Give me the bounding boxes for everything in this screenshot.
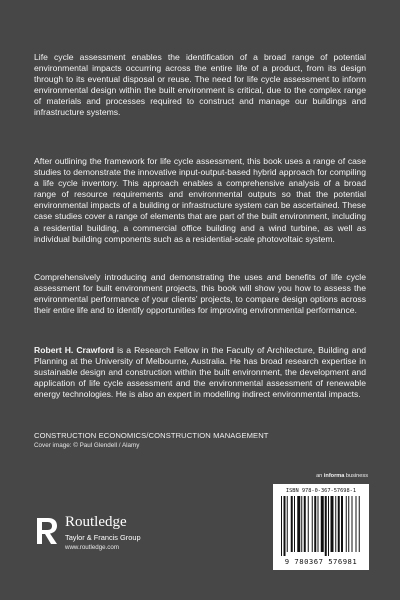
informa-suffix: business (344, 473, 368, 479)
series-category: CONSTRUCTION ECONOMICS/CONSTRUCTION MANAGEMENT (34, 431, 269, 440)
informa-business-tag (316, 473, 368, 479)
author-name: Robert H. Crawford (34, 345, 115, 355)
informa-brand: informa (323, 473, 345, 479)
barcode-bar (352, 496, 353, 552)
barcode-digits: 9 780367 576981 (284, 557, 358, 566)
barcode-bar (341, 496, 343, 552)
barcode-bar (291, 496, 293, 552)
isbn-label: ISBN 978-0-367-57698-1 (285, 488, 357, 494)
blurb-paragraph-3: Comprehensively introducing and demonstrating the uses and benefits of life cycle assessment for built environment projects, this book will show you how to assess the environmental performance of your clients' projects, to compare design options across their entire life and to identify opportunities for improving environmental performance. (34, 272, 366, 316)
barcode-bar (287, 496, 288, 552)
informa-prefix: an (316, 473, 324, 479)
publisher-group: Taylor & Francis Group (65, 533, 141, 542)
barcode-bar (325, 496, 327, 556)
isbn-barcode (273, 484, 369, 570)
barcode-bar (321, 496, 324, 552)
barcode-bar (356, 496, 357, 552)
barcode-bar (346, 496, 347, 552)
barcode-bar (348, 496, 349, 552)
routledge-r-icon (34, 516, 60, 546)
barcode-bar (312, 496, 313, 552)
barcode-bar (331, 496, 334, 552)
blurb-paragraph-1: Life cycle assessment enables the identification of a broad range of potential environmental impacts occurring across the entire life of a product, from its design through to its eventual disposal or reuse. The need for life cycle assessment to inform environmental design within the built environment is critical, due to the complex range of materials and processes required to construct and manage our buildings and infrastructure systems. (34, 52, 366, 118)
barcode-bar (308, 496, 309, 552)
cover-image-credit: Cover image: © Paul Glendell / Alamy (34, 442, 140, 449)
author-bio (34, 345, 366, 400)
barcode-bar (281, 496, 282, 556)
publisher-url[interactable]: www.routledge.com (65, 544, 119, 551)
barcode-bar (318, 496, 319, 552)
publisher-logo (34, 514, 184, 564)
author-bio-text: is a Research Fellow in the Faculty of Architecture, Building and Planning at the University of Melbourne, Australia. He has broad research expertise in sustainable design and construction within the built environment, the development and application of life cycle assessment and the environmental assessment of renewable energy technologies. He is also an expert in modelling indirect environmental impacts. (34, 345, 367, 400)
barcode-bar (335, 496, 336, 552)
barcode-bar (284, 496, 286, 556)
barcode-bar (314, 496, 316, 552)
barcode-bar (359, 496, 360, 552)
barcode-bar (294, 496, 295, 552)
barcode-bar (304, 496, 306, 552)
barcode-bar (301, 496, 302, 552)
barcode-bars (281, 496, 361, 556)
barcode-bar (338, 496, 340, 552)
barcode-bar (297, 496, 300, 552)
blurb-paragraph-2: After outlining the framework for life cycle assessment, this book uses a range of case studies to demonstrate the innovative input-output-based hybrid approach for compiling a life cycle inventory. This approach enables a comprehensive analysis of a broad range of resource requirements and environmental outputs so that the potential environmental impacts of a building or infrastructure system can be ascertained. These case studies cover a range of elements that are part of the built environment, including a residential building, a commercial office building and a wind turbine, as well as individual building components such as a residential-scale photovoltaic system. (34, 156, 366, 244)
barcode-bar (328, 496, 329, 556)
publisher-name: Routledge (65, 514, 127, 530)
